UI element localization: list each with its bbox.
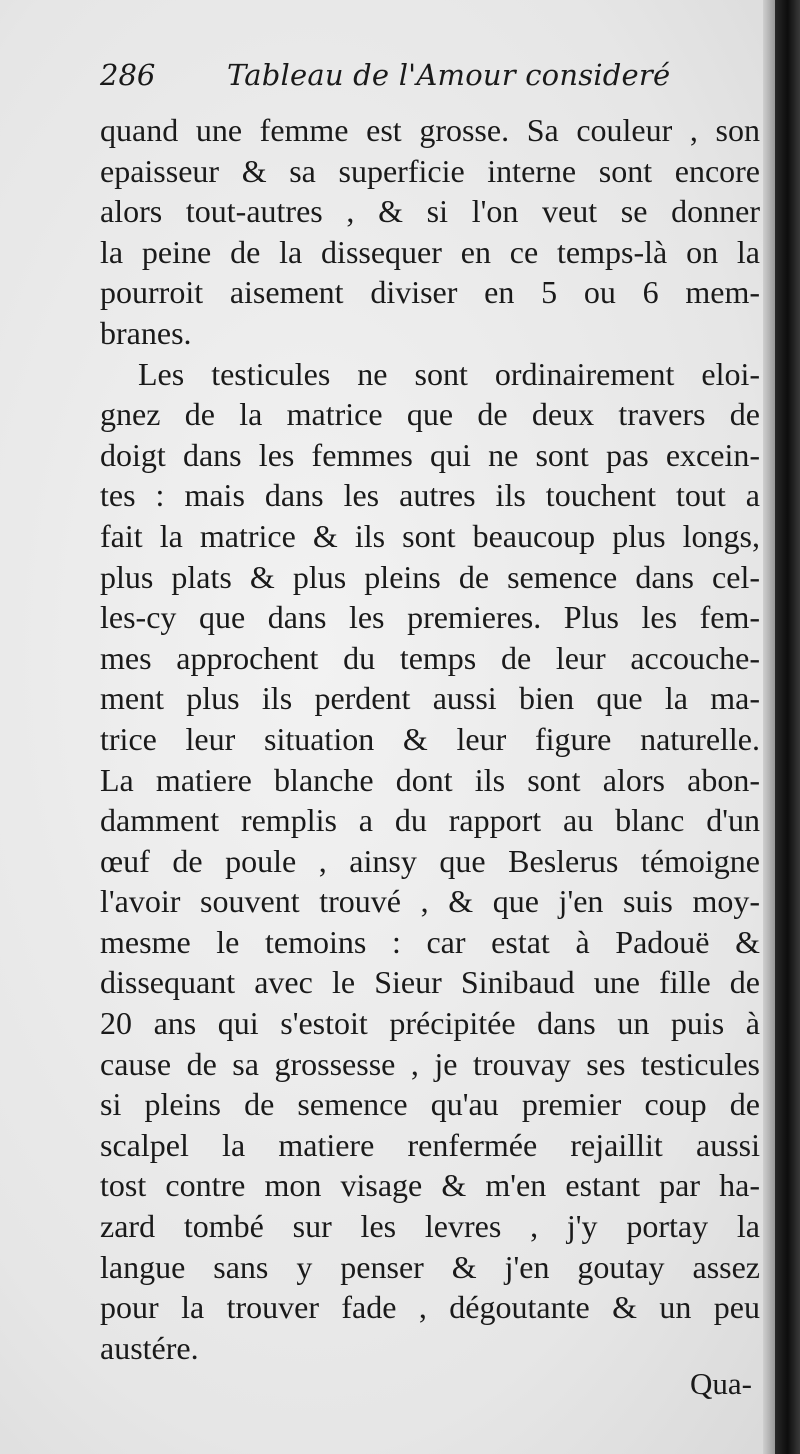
- text-line: la peine de la dissequer en ce temps-là on la: [100, 233, 760, 270]
- text-line: tes : mais dans les autres ils touchent tout a: [100, 477, 760, 514]
- text-line: La matiere blanche dont ils sont alors abon-: [100, 761, 760, 798]
- text-line: alors tout-autres , & si l'on veut se donner: [100, 193, 760, 230]
- text-line: pourroit aisement diviser en 5 ou 6 mem-: [100, 274, 760, 311]
- text-line: œuf de poule , ainsy que Beslerus témoigne: [100, 842, 760, 879]
- text-line: zard tombé sur les levres , j'y portay la: [100, 1208, 760, 1245]
- catchword: Qua-: [690, 1366, 752, 1401]
- body-text: [100, 110, 760, 1368]
- text-line: pour la trouver fade , dégoutante & un peu: [100, 1289, 760, 1326]
- text-line: scalpel la matiere renfermée rejaillit aussi: [100, 1126, 760, 1163]
- running-title: Tableau de l'Amour consideré: [227, 58, 671, 92]
- page-number: 286: [100, 58, 156, 92]
- text-line: mesme le temoins : car estat à Padouë &: [100, 923, 760, 960]
- text-line: langue sans y penser & j'en goutay assez: [100, 1248, 760, 1285]
- text-line: tost contre mon visage & m'en estant par ha-: [100, 1167, 760, 1204]
- text-line: si pleins de semence qu'au premier coup de: [100, 1086, 760, 1123]
- text-line: l'avoir souvent trouvé , & que j'en suis moy-: [100, 883, 760, 920]
- paragraph-start-line: Les testicules ne sont ordinairement eloi-: [138, 355, 760, 392]
- text-line: fait la matrice & ils sont beaucoup plus longs,: [100, 517, 760, 554]
- text-line: gnez de la matrice que de deux travers de: [100, 396, 760, 433]
- text-line: quand une femme est grosse. Sa couleur , son: [100, 112, 760, 148]
- text-line: mes approchent du temps de leur accouche-: [100, 639, 760, 676]
- page-edge-shadow: [763, 0, 775, 1454]
- text-line: doigt dans les femmes qui ne sont pas excein-: [100, 436, 760, 473]
- text-line: cause de sa grossesse , je trouvay ses testicules: [100, 1045, 760, 1082]
- book-binding-edge: [775, 0, 800, 1454]
- text-line: branes.: [100, 314, 192, 351]
- text-line: austére.: [100, 1329, 199, 1366]
- text-line: dissequant avec le Sieur Sinibaud une fille de: [100, 964, 760, 1001]
- text-line: plus plats & plus pleins de semence dans cel-: [100, 558, 760, 595]
- text-line: les-cy que dans les premieres. Plus les fem-: [100, 599, 760, 636]
- text-line: trice leur situation & leur figure naturelle.: [100, 720, 760, 757]
- text-line: 20 ans qui s'estoit précipitée dans un puis à: [100, 1005, 760, 1042]
- text-line: damment remplis a du rapport au blanc d'un: [100, 802, 760, 839]
- page-header: [100, 52, 760, 96]
- text-line: ment plus ils perdent aussi bien que la ma-: [100, 680, 760, 717]
- text-line: epaisseur & sa superficie interne sont encore: [100, 152, 760, 189]
